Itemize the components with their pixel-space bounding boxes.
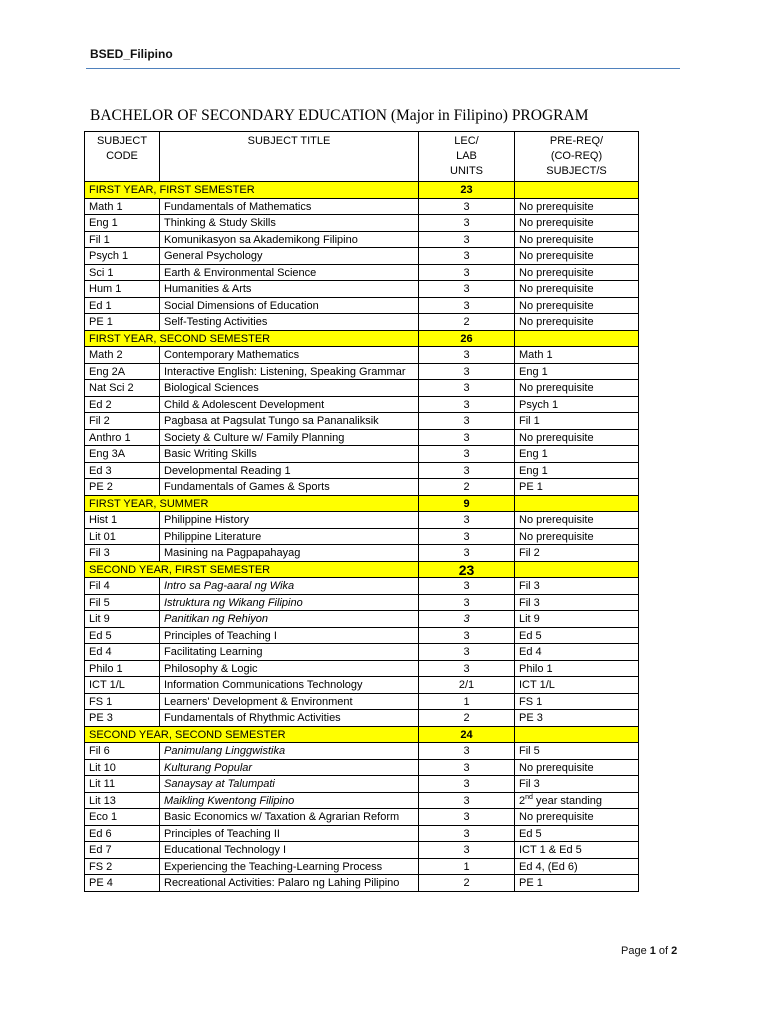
prereq-cell: No prerequisite bbox=[515, 759, 639, 776]
subject-title: Experiencing the Teaching-Learning Process bbox=[160, 858, 419, 875]
subject-row bbox=[85, 743, 639, 760]
page-number: Page 1 of 2 bbox=[621, 945, 678, 957]
prereq-cell: Fil 5 bbox=[515, 743, 639, 760]
units-cell: 1 bbox=[419, 693, 515, 710]
subject-title: Interactive English: Listening, Speaking Grammar bbox=[160, 363, 419, 380]
units-cell: 3 bbox=[419, 528, 515, 545]
prereq-cell: No prerequisite bbox=[515, 264, 639, 281]
subject-title: Recreational Activities: Palaro ng Lahing Pilipino bbox=[160, 875, 419, 892]
semester-units: 9 bbox=[419, 495, 515, 512]
subject-row bbox=[85, 264, 639, 281]
subject-title: Philippine Literature bbox=[160, 528, 419, 545]
prereq-cell: Ed 4, (Ed 6) bbox=[515, 858, 639, 875]
subject-title: Biological Sciences bbox=[160, 380, 419, 397]
subject-title: Kulturang Popular bbox=[160, 759, 419, 776]
units-cell: 2 bbox=[419, 710, 515, 727]
units-cell: 3 bbox=[419, 759, 515, 776]
subject-title: Developmental Reading 1 bbox=[160, 462, 419, 479]
prereq-cell: Fil 3 bbox=[515, 776, 639, 793]
prereq-cell: No prerequisite bbox=[515, 429, 639, 446]
subject-code: Fil 1 bbox=[85, 231, 160, 248]
subject-row bbox=[85, 611, 639, 628]
column-header-units: LEC/ LAB UNITS bbox=[419, 132, 515, 182]
prereq-cell: Eng 1 bbox=[515, 462, 639, 479]
semester-units: 23 bbox=[419, 182, 515, 199]
document-title: BACHELOR OF SECONDARY EDUCATION (Major in Filipino) PROGRAM bbox=[90, 107, 589, 124]
subject-code: Lit 10 bbox=[85, 759, 160, 776]
subject-code: Ed 6 bbox=[85, 825, 160, 842]
subject-row bbox=[85, 314, 639, 331]
prereq-cell: No prerequisite bbox=[515, 215, 639, 232]
prereq-cell: Lit 9 bbox=[515, 611, 639, 628]
subject-title: Pagbasa at Pagsulat Tungo sa Pananaliksik bbox=[160, 413, 419, 430]
prereq-cell: Eng 1 bbox=[515, 363, 639, 380]
column-header-title: SUBJECT TITLE bbox=[160, 132, 419, 182]
subject-title: Principles of Teaching I bbox=[160, 627, 419, 644]
units-cell: 3 bbox=[419, 363, 515, 380]
subject-code: Philo 1 bbox=[85, 660, 160, 677]
subject-title: Self-Testing Activities bbox=[160, 314, 419, 331]
prereq-cell: 2nd year standing bbox=[515, 792, 639, 809]
semester-blank bbox=[515, 330, 639, 347]
prereq-cell: FS 1 bbox=[515, 693, 639, 710]
subject-row bbox=[85, 413, 639, 430]
subject-row bbox=[85, 825, 639, 842]
subject-code: Math 2 bbox=[85, 347, 160, 364]
subject-title: Intro sa Pag-aaral ng Wika bbox=[160, 578, 419, 595]
units-cell: 3 bbox=[419, 792, 515, 809]
subject-code: Ed 2 bbox=[85, 396, 160, 413]
subject-row bbox=[85, 693, 639, 710]
subject-row bbox=[85, 858, 639, 875]
subject-row bbox=[85, 380, 639, 397]
subject-code: PE 1 bbox=[85, 314, 160, 331]
prereq-cell: Philo 1 bbox=[515, 660, 639, 677]
subject-row bbox=[85, 644, 639, 661]
subject-code: Hist 1 bbox=[85, 512, 160, 529]
prereq-cell: Fil 2 bbox=[515, 545, 639, 562]
subject-code: PE 4 bbox=[85, 875, 160, 892]
subject-row bbox=[85, 776, 639, 793]
units-cell: 3 bbox=[419, 413, 515, 430]
semester-label: FIRST YEAR, FIRST SEMESTER bbox=[85, 182, 419, 199]
semester-label: FIRST YEAR, SUMMER bbox=[85, 495, 419, 512]
units-cell: 3 bbox=[419, 644, 515, 661]
subject-row bbox=[85, 363, 639, 380]
subject-row bbox=[85, 446, 639, 463]
prereq-cell: Fil 3 bbox=[515, 578, 639, 595]
subject-row bbox=[85, 347, 639, 364]
subject-code: FS 2 bbox=[85, 858, 160, 875]
prereq-cell: No prerequisite bbox=[515, 248, 639, 265]
units-cell: 3 bbox=[419, 248, 515, 265]
semester-label: SECOND YEAR, SECOND SEMESTER bbox=[85, 726, 419, 743]
subject-row bbox=[85, 198, 639, 215]
subject-title: Philosophy & Logic bbox=[160, 660, 419, 677]
units-cell: 3 bbox=[419, 825, 515, 842]
semester-row bbox=[85, 561, 639, 578]
semester-units: 26 bbox=[419, 330, 515, 347]
semester-blank bbox=[515, 726, 639, 743]
units-cell: 2 bbox=[419, 479, 515, 496]
prereq-cell: PE 1 bbox=[515, 479, 639, 496]
semester-row bbox=[85, 330, 639, 347]
subject-title: Information Communications Technology bbox=[160, 677, 419, 694]
units-cell: 3 bbox=[419, 809, 515, 826]
subject-code: Fil 5 bbox=[85, 594, 160, 611]
subject-title: Contemporary Mathematics bbox=[160, 347, 419, 364]
subject-row bbox=[85, 462, 639, 479]
subject-row bbox=[85, 231, 639, 248]
table-body bbox=[85, 182, 639, 892]
subject-title: General Psychology bbox=[160, 248, 419, 265]
units-cell: 3 bbox=[419, 297, 515, 314]
subject-title: Masining na Pagpapahayag bbox=[160, 545, 419, 562]
subject-code: PE 2 bbox=[85, 479, 160, 496]
subject-code: Lit 11 bbox=[85, 776, 160, 793]
subject-code: Ed 3 bbox=[85, 462, 160, 479]
prereq-cell: Math 1 bbox=[515, 347, 639, 364]
subject-code: Hum 1 bbox=[85, 281, 160, 298]
units-cell: 3 bbox=[419, 512, 515, 529]
subject-title: Fundamentals of Games & Sports bbox=[160, 479, 419, 496]
prereq-cell: ICT 1 & Ed 5 bbox=[515, 842, 639, 859]
units-cell: 3 bbox=[419, 776, 515, 793]
units-cell: 3 bbox=[419, 611, 515, 628]
semester-row bbox=[85, 726, 639, 743]
subject-code: Psych 1 bbox=[85, 248, 160, 265]
subject-row bbox=[85, 578, 639, 595]
subject-title: Thinking & Study Skills bbox=[160, 215, 419, 232]
units-cell: 3 bbox=[419, 842, 515, 859]
header-rule bbox=[86, 68, 680, 69]
units-cell: 3 bbox=[419, 198, 515, 215]
column-header-code: SUBJECT CODE bbox=[85, 132, 160, 182]
subject-title: Philippine History bbox=[160, 512, 419, 529]
prereq-cell: No prerequisite bbox=[515, 281, 639, 298]
subject-row bbox=[85, 842, 639, 859]
subject-title: Social Dimensions of Education bbox=[160, 297, 419, 314]
subject-code: Ed 1 bbox=[85, 297, 160, 314]
semester-blank bbox=[515, 561, 639, 578]
subject-title: Maikling Kwentong Filipino bbox=[160, 792, 419, 809]
subject-title: Earth & Environmental Science bbox=[160, 264, 419, 281]
subject-title: Humanities & Arts bbox=[160, 281, 419, 298]
subject-title: Panitikan ng Rehiyon bbox=[160, 611, 419, 628]
units-cell: 3 bbox=[419, 462, 515, 479]
subject-title: Sanaysay at Talumpati bbox=[160, 776, 419, 793]
units-cell: 3 bbox=[419, 281, 515, 298]
subject-code: Eng 1 bbox=[85, 215, 160, 232]
units-cell: 3 bbox=[419, 380, 515, 397]
subject-row bbox=[85, 215, 639, 232]
units-cell: 2/1 bbox=[419, 677, 515, 694]
subject-row bbox=[85, 396, 639, 413]
subject-code: Fil 3 bbox=[85, 545, 160, 562]
prereq-cell: Ed 5 bbox=[515, 825, 639, 842]
subject-row bbox=[85, 297, 639, 314]
units-cell: 3 bbox=[419, 627, 515, 644]
units-cell: 3 bbox=[419, 446, 515, 463]
prereq-cell: No prerequisite bbox=[515, 528, 639, 545]
semester-label: SECOND YEAR, FIRST SEMESTER bbox=[85, 561, 419, 578]
prereq-cell: Ed 5 bbox=[515, 627, 639, 644]
subject-title: Fundamentals of Mathematics bbox=[160, 198, 419, 215]
subject-code: ICT 1/L bbox=[85, 677, 160, 694]
subject-row bbox=[85, 248, 639, 265]
subject-row bbox=[85, 759, 639, 776]
subject-title: Facilitating Learning bbox=[160, 644, 419, 661]
subject-code: Anthro 1 bbox=[85, 429, 160, 446]
subject-row bbox=[85, 677, 639, 694]
subject-title: Panimulang Linggwistika bbox=[160, 743, 419, 760]
units-cell: 2 bbox=[419, 314, 515, 331]
prereq-cell: ICT 1/L bbox=[515, 677, 639, 694]
semester-units: 23 bbox=[419, 561, 515, 578]
subject-code: Ed 4 bbox=[85, 644, 160, 661]
semester-row bbox=[85, 182, 639, 199]
prereq-cell: Fil 1 bbox=[515, 413, 639, 430]
subject-code: Fil 2 bbox=[85, 413, 160, 430]
semester-row bbox=[85, 495, 639, 512]
prereq-cell: No prerequisite bbox=[515, 198, 639, 215]
subject-code: Ed 7 bbox=[85, 842, 160, 859]
subject-title: Komunikasyon sa Akademikong Filipino bbox=[160, 231, 419, 248]
subject-title: Learners' Development & Environment bbox=[160, 693, 419, 710]
column-header-prereq: PRE-REQ/ (CO-REQ) SUBJECT/S bbox=[515, 132, 639, 182]
units-cell: 3 bbox=[419, 215, 515, 232]
subject-title: Educational Technology I bbox=[160, 842, 419, 859]
units-cell: 2 bbox=[419, 875, 515, 892]
table-header-row bbox=[85, 132, 639, 182]
subject-title: Child & Adolescent Development bbox=[160, 396, 419, 413]
prereq-cell: No prerequisite bbox=[515, 380, 639, 397]
units-cell: 3 bbox=[419, 396, 515, 413]
subject-title: Istruktura ng Wikang Filipino bbox=[160, 594, 419, 611]
subject-title: Basic Writing Skills bbox=[160, 446, 419, 463]
prereq-cell: Psych 1 bbox=[515, 396, 639, 413]
units-cell: 3 bbox=[419, 545, 515, 562]
subject-row bbox=[85, 545, 639, 562]
subject-row bbox=[85, 594, 639, 611]
subject-row bbox=[85, 710, 639, 727]
prereq-cell: PE 1 bbox=[515, 875, 639, 892]
prereq-cell: Eng 1 bbox=[515, 446, 639, 463]
subject-row bbox=[85, 809, 639, 826]
subject-code: Nat Sci 2 bbox=[85, 380, 160, 397]
subject-code: Ed 5 bbox=[85, 627, 160, 644]
prereq-cell: No prerequisite bbox=[515, 809, 639, 826]
subject-code: FS 1 bbox=[85, 693, 160, 710]
units-cell: 1 bbox=[419, 858, 515, 875]
subject-code: Eng 3A bbox=[85, 446, 160, 463]
units-cell: 3 bbox=[419, 264, 515, 281]
prereq-cell: No prerequisite bbox=[515, 314, 639, 331]
prereq-cell: Fil 3 bbox=[515, 594, 639, 611]
units-cell: 3 bbox=[419, 594, 515, 611]
subject-row bbox=[85, 660, 639, 677]
subject-code: Lit 01 bbox=[85, 528, 160, 545]
subject-title: Fundamentals of Rhythmic Activities bbox=[160, 710, 419, 727]
subject-code: Lit 13 bbox=[85, 792, 160, 809]
prereq-cell: Ed 4 bbox=[515, 644, 639, 661]
subject-code: Fil 6 bbox=[85, 743, 160, 760]
prereq-cell: PE 3 bbox=[515, 710, 639, 727]
subject-code: PE 3 bbox=[85, 710, 160, 727]
subject-code: Eco 1 bbox=[85, 809, 160, 826]
subject-code: Sci 1 bbox=[85, 264, 160, 281]
subject-row bbox=[85, 512, 639, 529]
units-cell: 3 bbox=[419, 578, 515, 595]
subject-title: Principles of Teaching II bbox=[160, 825, 419, 842]
prereq-cell: No prerequisite bbox=[515, 512, 639, 529]
subject-row bbox=[85, 792, 639, 809]
prereq-cell: No prerequisite bbox=[515, 231, 639, 248]
document-header: BSED_Filipino bbox=[90, 47, 173, 61]
subject-row bbox=[85, 429, 639, 446]
subject-row bbox=[85, 875, 639, 892]
semester-blank bbox=[515, 495, 639, 512]
subject-row bbox=[85, 627, 639, 644]
units-cell: 3 bbox=[419, 743, 515, 760]
subject-code: Math 1 bbox=[85, 198, 160, 215]
curriculum-table bbox=[84, 131, 639, 892]
prereq-cell: No prerequisite bbox=[515, 297, 639, 314]
subject-row bbox=[85, 281, 639, 298]
semester-label: FIRST YEAR, SECOND SEMESTER bbox=[85, 330, 419, 347]
subject-title: Society & Culture w/ Family Planning bbox=[160, 429, 419, 446]
subject-code: Fil 4 bbox=[85, 578, 160, 595]
semester-units: 24 bbox=[419, 726, 515, 743]
units-cell: 3 bbox=[419, 231, 515, 248]
subject-code: Lit 9 bbox=[85, 611, 160, 628]
semester-blank bbox=[515, 182, 639, 199]
units-cell: 3 bbox=[419, 660, 515, 677]
subject-row bbox=[85, 528, 639, 545]
subject-code: Eng 2A bbox=[85, 363, 160, 380]
subject-title: Basic Economics w/ Taxation & Agrarian Reform bbox=[160, 809, 419, 826]
subject-row bbox=[85, 479, 639, 496]
units-cell: 3 bbox=[419, 347, 515, 364]
units-cell: 3 bbox=[419, 429, 515, 446]
